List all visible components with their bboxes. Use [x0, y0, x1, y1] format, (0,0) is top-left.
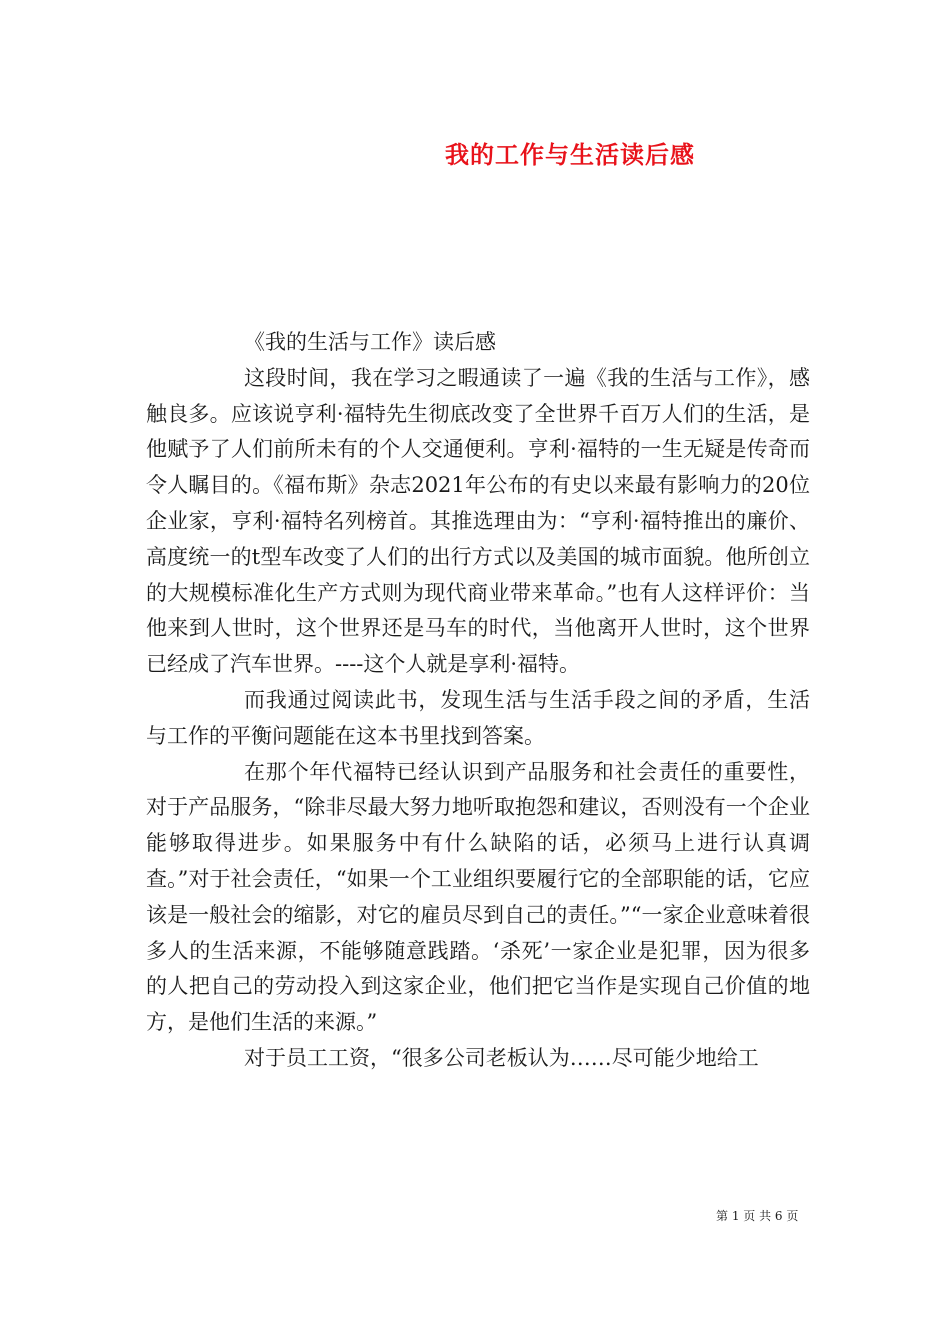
- document-title: 我的工作与生活读后感: [445, 140, 695, 169]
- paragraph-3: 在那个年代福特已经认识到产品服务和社会责任的重要性，对于产品服务，“除非尽最大努力地听取抱怨和建议，否则没有一个企业能够取得进步。如果服务中有什么缺陷的话，必须马上进行认真调查。”对于社会责任，“如果一个工业组织要履行它的全部职能的话，它应该是一般社会的缩影，对它的雇员尽到自己的责任。”“一家企业意味着很多人的生活来源，不能够随意践踏。‘杀死’一家企业是犯罪，因为很多的人把自己的劳动投入到这家企业，他们把它当作是实现自己价值的地方，是他们生活的来源。”: [146, 759, 810, 1035]
- paragraph-4: 对于员工工资，“很多公司老板认为……尽可能少地给工: [244, 1045, 759, 1070]
- page-number-footer: 第 1 页 共 6 页: [716, 1209, 799, 1223]
- document-body: [146, 325, 810, 1077]
- paragraph-1: 这段时间，我在学习之暇通读了一遍《我的生活与工作》，感触良多。应该说亨利·福特先生彻底改变了全世界千百万人们的生活，是他赋予了人们前所未有的个人交通便利。亨利·福特的一生无疑是传奇而令人瞩目的。《福布斯》杂志2021年公布的有史以来最有影响力的20位企业家，亨利·福特名列榜首。其推选理由为：“亨利·福特推出的廉价、高度统一的t型车改变了人们的出行方式以及美国的城市面貌。他所创立的大规模标准化生产方式则为现代商业带来革命。”也有人这样评价：当他来到人世时，这个世界还是马车的时代，当他离开人世时，这个世界已经成了汽车世界。----这个人就是享利·福特。: [146, 365, 810, 677]
- article-subheading: 《我的生活与工作》读后感: [244, 330, 496, 354]
- paragraph-2: 而我通过阅读此书，发现生活与生活手段之间的矛盾，生活与工作的平衡问题能在这本书里找到答案。: [146, 687, 810, 748]
